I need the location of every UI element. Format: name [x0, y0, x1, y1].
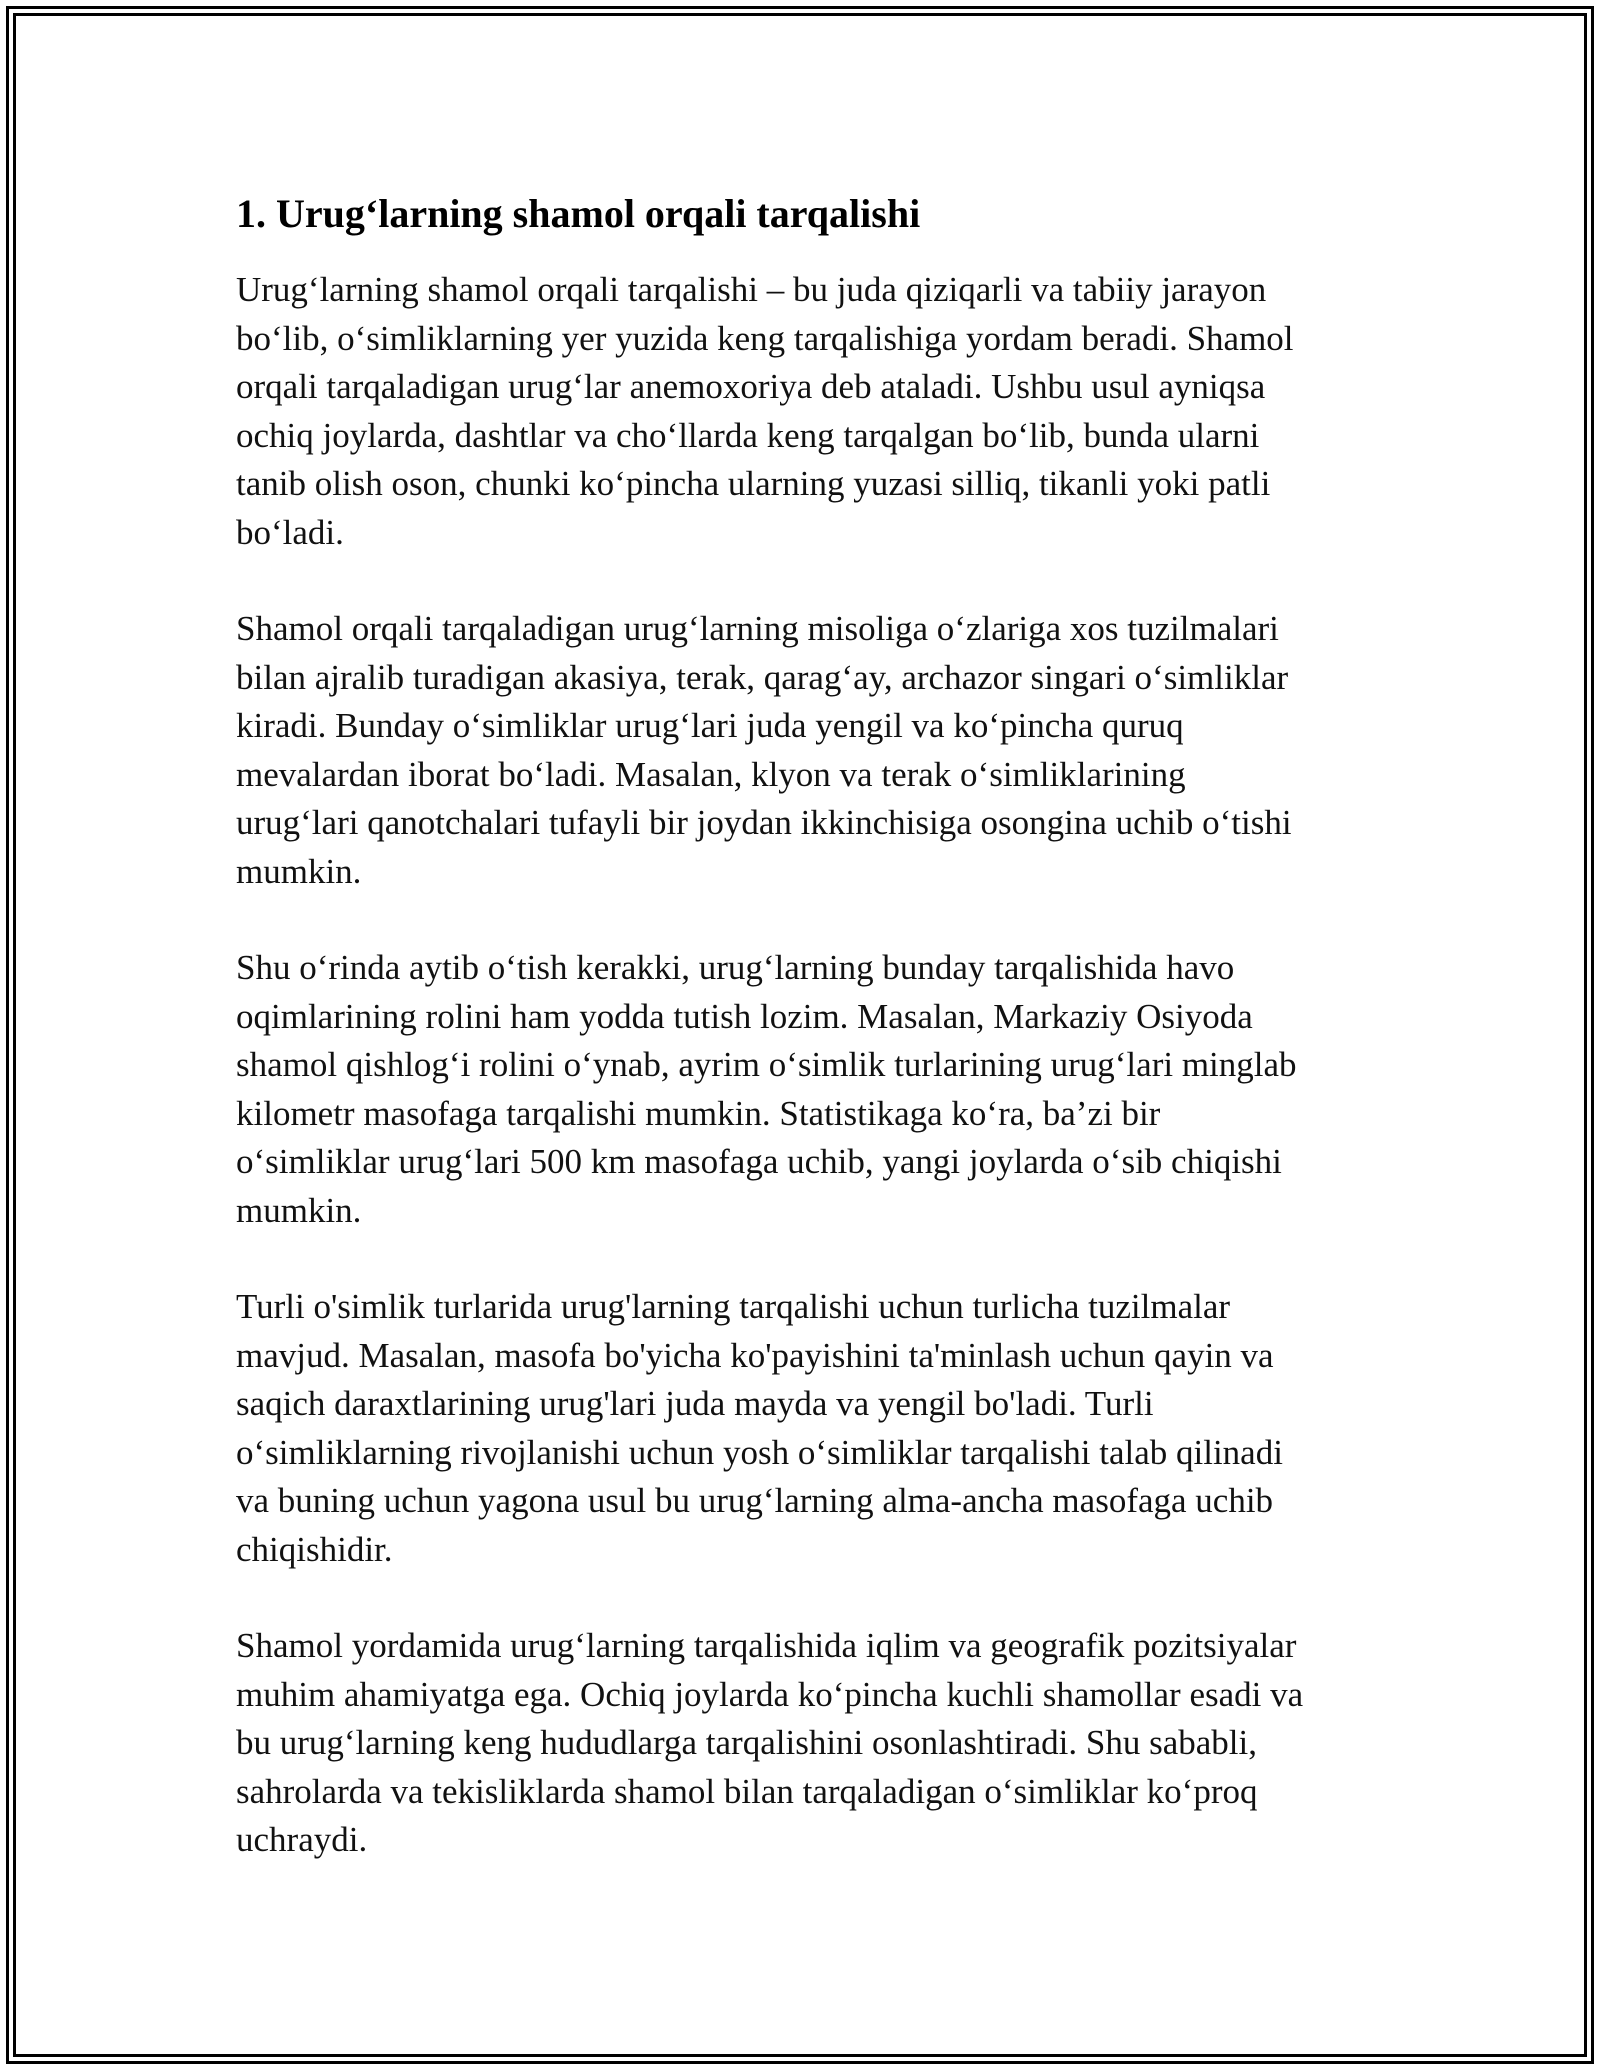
- paragraph-2: Shamol orqali tarqaladigan urug‘larning misoliga o‘zlariga xos tuzilmalari bilan ajralib turadigan akasiya, terak, qarag‘ay, archazor singari o‘simliklar kiradi. Bunday o‘simliklar urug‘lari juda yengil va ko‘pincha quruq mevalardan iborat bo‘ladi. Masalan, klyon va terak o‘simliklarining urug‘lari qanotchalari tufayli bir joydan ikkinchisiga osongina uchib o‘tishi mumkin.: [236, 609, 1292, 891]
- section-heading: 1. Urug‘larning shamol orqali tarqalishi: [236, 191, 921, 236]
- paragraph-3: Shu o‘rinda aytib o‘tish kerakki, urug‘larning bunday tarqalishida havo oqimlarining rolini ham yodda tutish lozim. Masalan, Markaziy Osiyoda shamol qishlog‘i rolini o‘ynab, ayrim o‘simlik turlarining urug‘lari minglab kilometr masofaga tarqalishi mumkin. Statistikaga ko‘ra, ba’zi bir o‘simliklar urug‘lari 500 km masofaga uchib, yangi joylarda o‘sib chiqishi mumkin.: [236, 948, 1297, 1230]
- paragraph-5: Shamol yordamida urug‘larning tarqalishida iqlim va geografik pozitsiyalar muhim ahamiyatga ega. Ochiq joylarda ko‘pincha kuchli shamollar esadi va bu urug‘larning keng hududlarga tarqalishini osonlashtiradi. Shu sababli, sahrolarda va tekisliklarda shamol bilan tarqaladigan o‘simliklar ko‘proq uchraydi.: [236, 1626, 1304, 1859]
- paragraph-4: Turli o'simlik turlarida urug'larning tarqalishi uchun turlicha tuzilmalar mavjud. Masalan, masofa bo'yicha ko'payishini ta'minlash uchun qayin va saqich daraxtlarining urug'lari juda mayda va yengil bo'ladi. Turli o‘simliklarning rivojlanishi uchun yosh o‘simliklar tarqalishi talab qilinadi va buning uchun yagona usul bu urug‘larning alma-ancha masofaga uchib chiqishidir.: [236, 1287, 1283, 1569]
- document-body: [236, 186, 1366, 1913]
- paragraph-1: Urug‘larning shamol orqali tarqalishi – bu juda qiziqarli va tabiiy jarayon bo‘lib, o‘simliklarning yer yuzida keng tarqalishiga yordam beradi. Shamol orqali tarqaladigan urug‘lar anemoxoriya deb ataladi. Ushbu usul ayniqsa ochiq joylarda, dashtlar va cho‘llarda keng tarqalgan bo‘lib, bunda ularni tanib olish oson, chunki ko‘pincha ularning yuzasi silliq, tikanli yoki patli bo‘ladi.: [236, 270, 1294, 552]
